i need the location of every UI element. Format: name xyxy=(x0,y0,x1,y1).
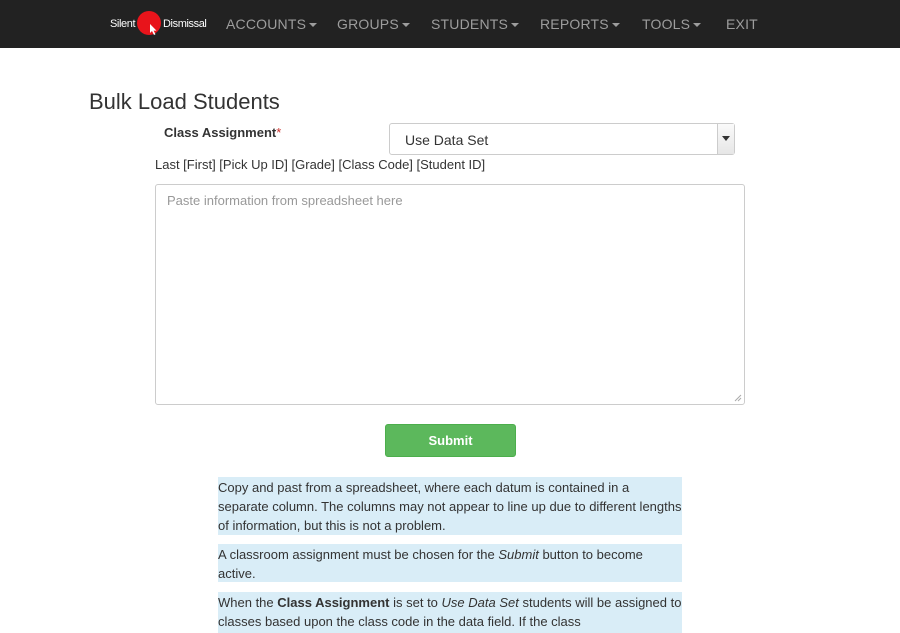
submit-button[interactable]: Submit xyxy=(385,424,516,457)
bulk-paste-textarea[interactable] xyxy=(155,184,745,405)
select-arrow-icon[interactable] xyxy=(717,124,734,154)
cursor-icon xyxy=(149,24,158,35)
nav-exit[interactable] xyxy=(726,16,758,32)
help-note-strong-class-assignment: Class Assignment xyxy=(277,595,390,610)
column-format-hint: Last [First] [Pick Up ID] [Grade] [Class Code] [Student ID] xyxy=(155,157,486,172)
nav-reports-label: REPORTS xyxy=(540,16,609,32)
nav-students-label: STUDENTS xyxy=(431,16,509,32)
help-note-use-data-set xyxy=(218,592,686,633)
nav-accounts-label: ACCOUNTS xyxy=(226,16,307,32)
class-assignment-label-text: Class Assignment xyxy=(164,125,277,140)
nav-accounts[interactable] xyxy=(226,16,317,32)
help-note-emphasis-use-data-set: Use Data Set xyxy=(441,595,519,610)
required-marker: * xyxy=(276,125,282,140)
caret-down-icon xyxy=(612,23,620,27)
help-note-text: Copy and past from a spreadsheet, where each datum is contained in a separate column. The columns may not appear to line up due to different lengths of information, but this is not a problem. xyxy=(218,480,686,533)
brand-word-silent: Silent xyxy=(110,18,136,30)
nav-students[interactable] xyxy=(431,16,519,32)
help-note-copy-paste xyxy=(218,477,686,535)
caret-down-icon xyxy=(693,23,701,27)
class-assignment-select[interactable] xyxy=(389,123,735,155)
nav-tools[interactable] xyxy=(642,16,701,32)
caret-down-icon xyxy=(402,23,410,27)
help-note-text: button to become active. xyxy=(218,547,647,581)
top-navbar xyxy=(0,0,900,48)
caret-down-icon xyxy=(309,23,317,27)
nav-reports[interactable] xyxy=(540,16,620,32)
nav-groups-label: GROUPS xyxy=(337,16,399,32)
brand-word-dismissal: Dismissal xyxy=(163,18,207,30)
page-title: Bulk Load Students xyxy=(89,89,280,114)
nav-groups[interactable] xyxy=(337,16,410,32)
class-assignment-label xyxy=(164,125,281,140)
nav-exit-label: EXIT xyxy=(726,16,758,32)
help-note-text: A classroom assignment must be chosen for the xyxy=(218,547,499,562)
help-note-assignment-required xyxy=(218,544,682,582)
caret-down-icon xyxy=(511,23,519,27)
resize-grip-icon[interactable] xyxy=(733,393,742,402)
brand-logo[interactable] xyxy=(110,10,210,38)
nav-tools-label: TOOLS xyxy=(642,16,691,32)
help-note-emphasis-submit: Submit xyxy=(498,547,539,562)
help-note-text: is set to xyxy=(389,595,442,610)
help-note-text: When the xyxy=(218,595,278,610)
class-assignment-selected-value: Use Data Set xyxy=(405,132,489,148)
help-note-text: students will be assigned to classes based upon the class code in the data field. If the class xyxy=(218,595,686,629)
